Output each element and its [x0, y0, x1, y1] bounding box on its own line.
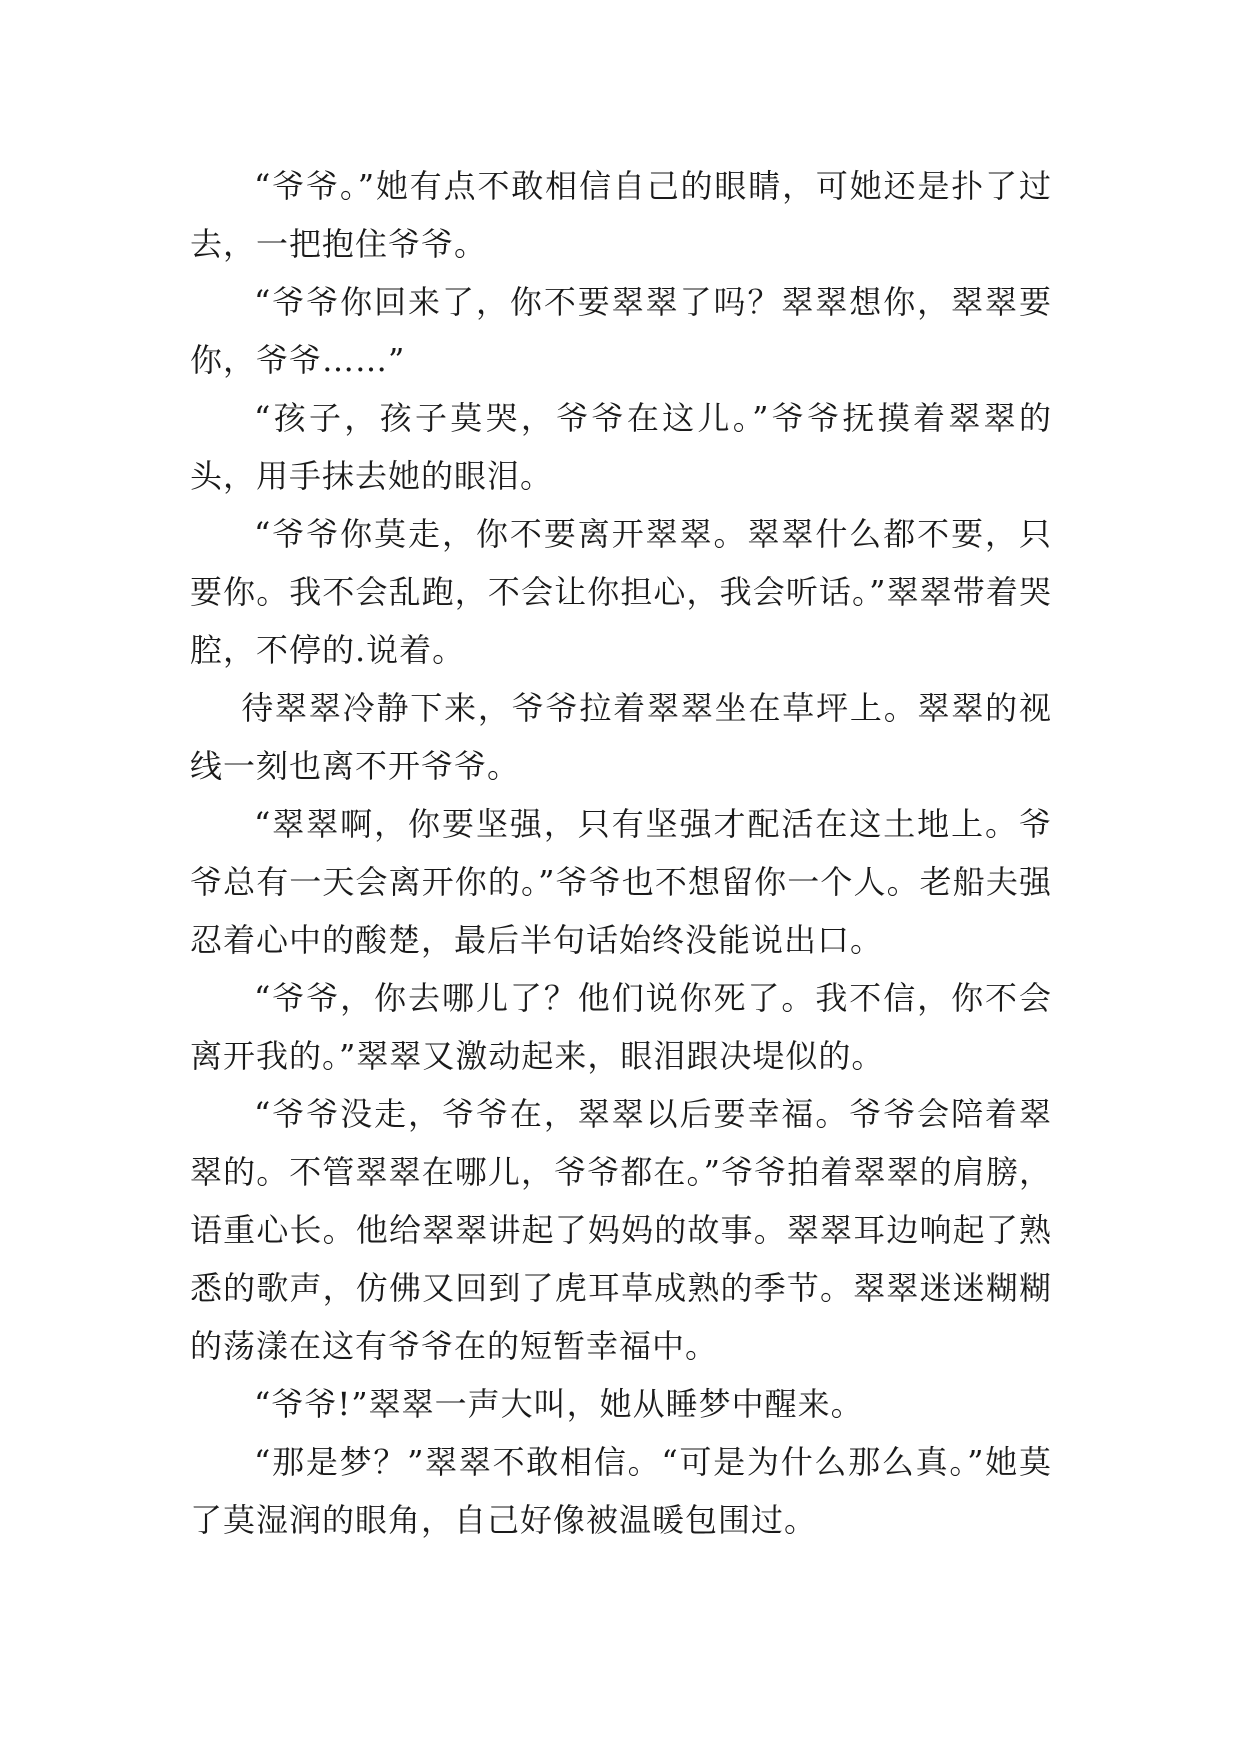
- paragraph-7: “爷爷，你去哪儿了？他们说你死了。我不信，你不会离开我的。”翠翠又激动起来，眼泪跟决堤似的。: [190, 979, 1052, 1075]
- paragraph-6: “翠翠啊，你要坚强，只有坚强才配活在这土地上。爷爷总有一天会离开你的。”爷爷也不想留你一个人。老船夫强忍着心中的酸楚，最后半句话始终没能说出口。: [190, 805, 1052, 959]
- paragraph-1: “爷爷。”她有点不敢相信自己的眼睛，可她还是扑了过去，一把抱住爷爷。: [190, 167, 1052, 263]
- paragraph-5: 待翠翠冷静下来，爷爷拉着翠翠坐在草坪上。翠翠的视线一刻也离不开爷爷。: [190, 689, 1052, 785]
- paragraph-2: “爷爷你回来了，你不要翠翠了吗？翠翠想你，翠翠要你，爷爷……”: [190, 283, 1052, 379]
- paragraph-4: “爷爷你莫走，你不要离开翠翠。翠翠什么都不要，只要你。我不会乱跑，不会让你担心，我会听话。”翠翠带着哭腔，不停的.说着。: [190, 515, 1052, 669]
- paragraph-10: “那是梦？”翠翠不敢相信。“可是为什么那么真。”她莫了莫湿润的眼角，自己好像被温暖包围过。: [190, 1443, 1052, 1539]
- paragraph-8: “爷爷没走，爷爷在，翠翠以后要幸福。爷爷会陪着翠翠的。不管翠翠在哪儿，爷爷都在。”爷爷拍着翠翠的肩膀，语重心长。他给翠翠讲起了妈妈的故事。翠翠耳边响起了熟悉的歌声，仿佛又回到了虎耳草成熟的季节。翠翠迷迷糊糊的荡漾在这有爷爷在的短暂幸福中。: [190, 1095, 1052, 1365]
- paragraph-3: “孩子，孩子莫哭，爷爷在这儿。”爷爷抚摸着翠翠的头，用手抹去她的眼泪。: [190, 399, 1052, 495]
- body-text: [190, 157, 1052, 1549]
- paragraph-9: “爷爷!”翠翠一声大叫，她从睡梦中醒来。: [254, 1385, 864, 1423]
